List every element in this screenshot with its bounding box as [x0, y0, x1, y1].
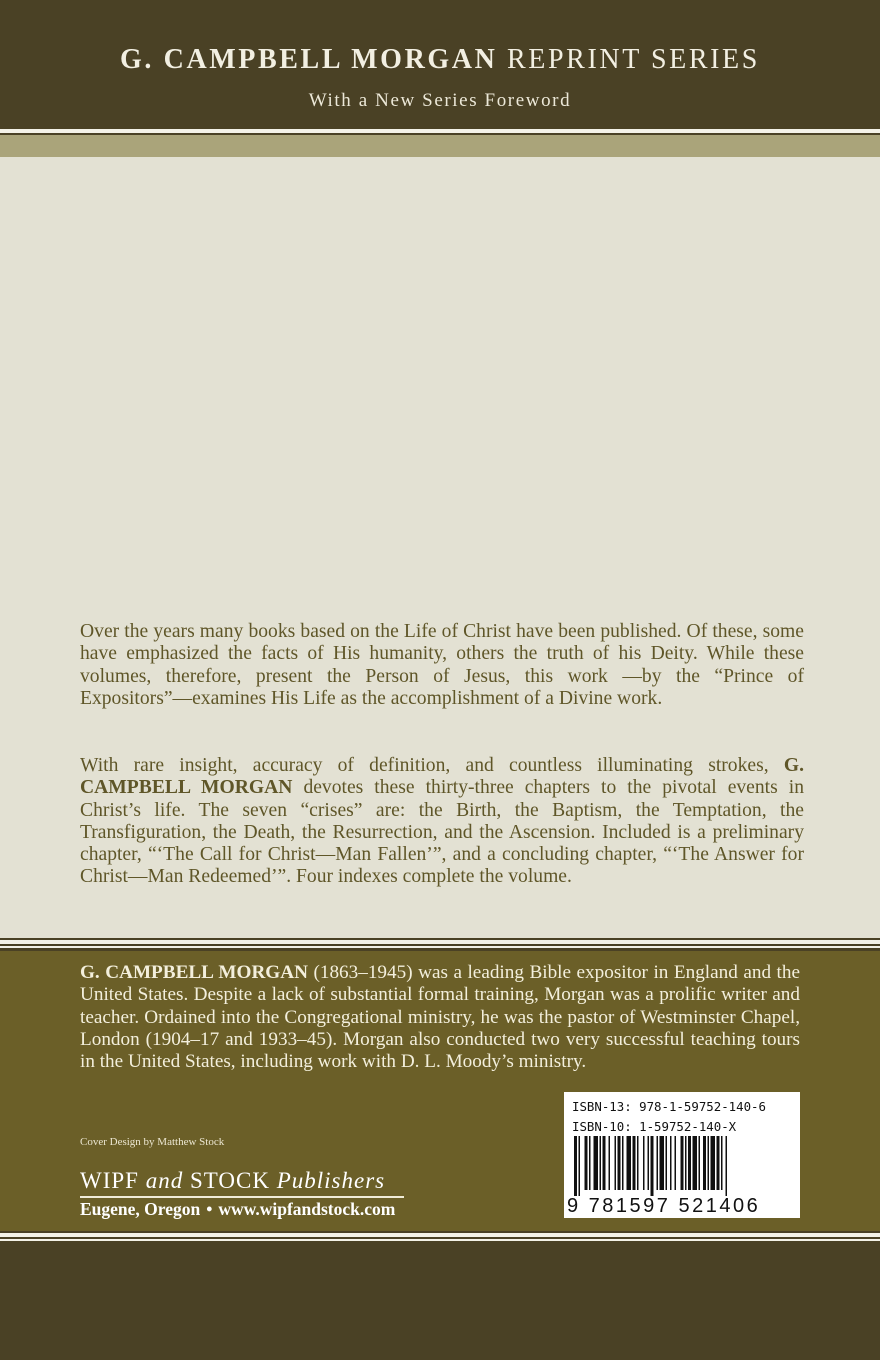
barcode-bar [609, 1136, 611, 1190]
barcode-bar [721, 1136, 723, 1190]
barcode-bar [675, 1136, 677, 1190]
publisher-website: www.wipfandstock.com [218, 1199, 396, 1219]
barcode-bar [699, 1136, 701, 1190]
barcode-bar [670, 1136, 672, 1190]
barcode-bar [589, 1136, 591, 1190]
isbn-13: ISBN-13: 978-1-59752-140-6 [572, 1099, 766, 1114]
series-label: REPRINT SERIES [507, 44, 760, 75]
barcode-bar [648, 1136, 650, 1190]
barcode-bars [564, 1136, 800, 1196]
series-author: G. CAMPBELL MORGAN [120, 44, 498, 75]
barcode-bar [666, 1136, 668, 1190]
series-title [0, 44, 880, 76]
bio-divider-top [0, 940, 880, 944]
barcode-bar [637, 1136, 639, 1190]
publisher-and: and [145, 1168, 184, 1193]
barcode-bar [688, 1136, 691, 1190]
footer-divider-thin [0, 1239, 880, 1241]
barcode-bar [717, 1136, 720, 1190]
bio-text: (1863–1945) was a leading Bible expositor in England and the United States. Despite a lack of substantial formal training, Morgan was a prolific writer and teacher. Ordained into the Congregational ministry, he was the pastor of Westminster Chapel, London (1904–17 and 1933–45). Morgan also conducted two very successful teaching tours in the United States, including work with D. L. Moody’s ministry. [80, 962, 800, 1073]
barcode-bar [574, 1136, 577, 1196]
publisher-location: Eugene, Oregon [80, 1199, 201, 1219]
author-bio [80, 962, 800, 1073]
publisher-rule [80, 1196, 404, 1198]
barcode-bar [708, 1136, 710, 1190]
barcode-bar [627, 1136, 632, 1190]
barcode-bar [726, 1136, 728, 1196]
barcode-bar [633, 1136, 636, 1190]
barcode-bar [711, 1136, 716, 1190]
barcode-bar [693, 1136, 698, 1190]
barcode-bar [603, 1136, 606, 1190]
bullet-separator: • [206, 1199, 213, 1219]
isbn-10: ISBN-10: 1-59752-140-X [572, 1119, 737, 1134]
publisher-logo [80, 1168, 385, 1194]
bio-author-name: G. CAMPBELL MORGAN [80, 962, 308, 983]
barcode-bar [660, 1136, 665, 1190]
publisher-wipf: WIPF [80, 1168, 139, 1193]
tan-stripe [0, 135, 880, 157]
description-paragraph-2 [80, 755, 804, 889]
barcode-bar [622, 1136, 624, 1190]
footer-band [0, 1242, 880, 1360]
barcode-digits: 9 781597 521406 [567, 1195, 761, 1217]
barcode-bar [594, 1136, 599, 1190]
barcode-bar [651, 1136, 654, 1196]
bio-divider-top-thin [0, 946, 880, 948]
cover-design-credit: Cover Design by Matthew Stock [80, 1136, 225, 1148]
barcode-bar [579, 1136, 581, 1196]
publisher-publishers: Publishers [276, 1168, 386, 1193]
publisher-info [80, 1199, 395, 1220]
barcode-bar [643, 1136, 645, 1190]
description-paragraph-1: Over the years many books based on the Life of Christ have been published. Of these, some have emphasized the facts of His humanity, others the truth of his Deity. While these volumes, therefore, present the Person of Jesus, this work —by the “Prince of Expositors”—examines His Life as the accomplishment of a Divine work. [80, 621, 804, 709]
barcode-bar [585, 1136, 588, 1190]
series-subtitle: With a New Series Foreword [308, 90, 572, 111]
barcode-bar [681, 1136, 684, 1190]
author-name-emphasis: G. CAMPBELL MORGAN [80, 755, 804, 799]
series-header [0, 0, 880, 128]
barcode-bar [600, 1136, 602, 1190]
barcode-bar [615, 1136, 617, 1190]
barcode-bar [657, 1136, 659, 1190]
barcode-bar [703, 1136, 706, 1190]
header-divider [0, 129, 880, 133]
paragraph-2-body: devotes these thirty-three chapters to the pivotal events in Christ’s life. The seven “crises” are: the Birth, the Baptism, the Temptation, the Transfiguration, the Death, the Resurrection, and the Ascension. Included is a preliminary chapter, “‘The Call for Christ—Man Fallen’”, and a concluding chapter, “‘The Answer for Christ—Man Redeemed’”. Four indexes complete the volume. [80, 777, 805, 888]
footer-divider [0, 1233, 880, 1237]
isbn-barcode [564, 1092, 800, 1218]
barcode-bar [618, 1136, 621, 1190]
publisher-stock: STOCK [189, 1168, 270, 1193]
paragraph-2-lead: With rare insight, accuracy of definition, and countless illuminating strokes, [80, 755, 769, 776]
barcode-bar [685, 1136, 687, 1190]
